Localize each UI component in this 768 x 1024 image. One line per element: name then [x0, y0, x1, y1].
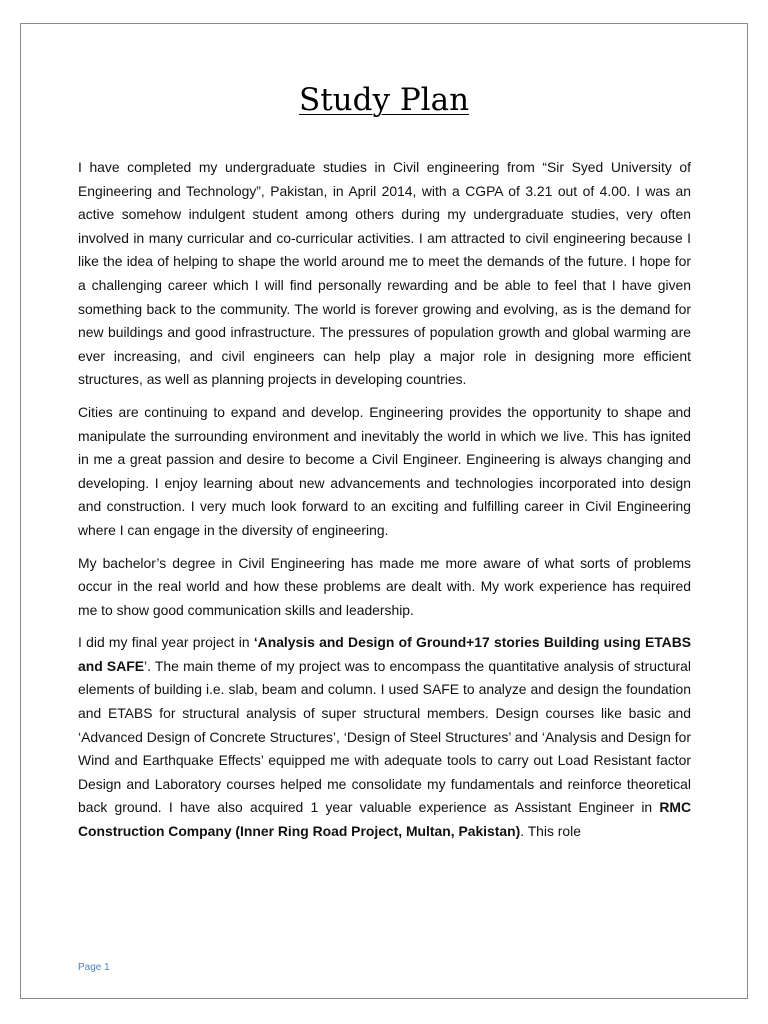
project-tail-text: . This role — [520, 823, 581, 840]
page-number: Page 1 — [78, 962, 110, 973]
title-text: Study Plan — [298, 82, 470, 118]
paragraph-motivation: Cities are continuing to expand and develop. Engineering provides the opportunity to shape and manipulate the surrounding environment and inevitably the world in which we live. This has ignited in me a great passion and desire to become a Civil Engineer. Engineering is always changing and developing. I enjoy learning about new advancements and technologies incorporated into design and construction. I very much look forward to an exciting and fulfilling career in Civil Engineering where I can engage in the diversity of engineering. — [78, 403, 691, 538]
page-title — [0, 82, 768, 118]
project-lead-text: I did my final year project in — [78, 634, 254, 651]
paragraph-project — [78, 631, 691, 843]
paragraph-degree: My bachelor’s degree in Civil Engineering has made me more aware of what sorts of problems occur in the real world and how these problems are dealt with. My work experience has required me to show good communication skills and leadership. — [78, 554, 691, 618]
company-name: RMC Construction Company (Inner Ring Road Project, Multan, Pakistan) — [78, 799, 691, 840]
project-title: ‘Analysis and Design of Ground+17 stories Building using ETABS and SAFE — [78, 634, 692, 674]
document-body — [78, 156, 691, 853]
project-description: ’. The main theme of my project was to encompass the quantitative analysis of structural elements of building i.e. slab, beam and column. I used SAFE to analyze and design the foundation and ETABS for structural analysis of super structural members. Design courses like basic and ‘Advanced Design of Concrete Structures’, ‘Design of Steel Structures’ and ‘Analysis and Design for Wind and Earthquake Effects’ equipped me with adequate tools to carry out Load Resistant factor Design and Laboratory courses helped me consolidate my fundamentals and reinforce theoretical back ground. I have also acquired 1 year valuable experience as Assistant Engineer in — [78, 657, 691, 816]
paragraph-education: I have completed my undergraduate studies in Civil engineering from “Sir Syed University of Engineering and Technology”, Pakistan, in April 2014, with a CGPA of 3.21 out of 4.00. I was an active somehow indulgent student among others during my undergraduate studies, very often involved in many curricular and co-curricular activities. I am attracted to civil engineering because I like the idea of helping to shape the world around me to meet the demands of the future. I hope for a challenging career which I will find personally rewarding and be able to feel that I have given something back to the community. The world is forever growing and evolving, as is the demand for new buildings and good infrastructure. The pressures of population growth and global warming are ever increasing, and civil engineers can help play a major role in designing more efficient structures, as well as planning projects in developing countries. — [78, 159, 691, 388]
